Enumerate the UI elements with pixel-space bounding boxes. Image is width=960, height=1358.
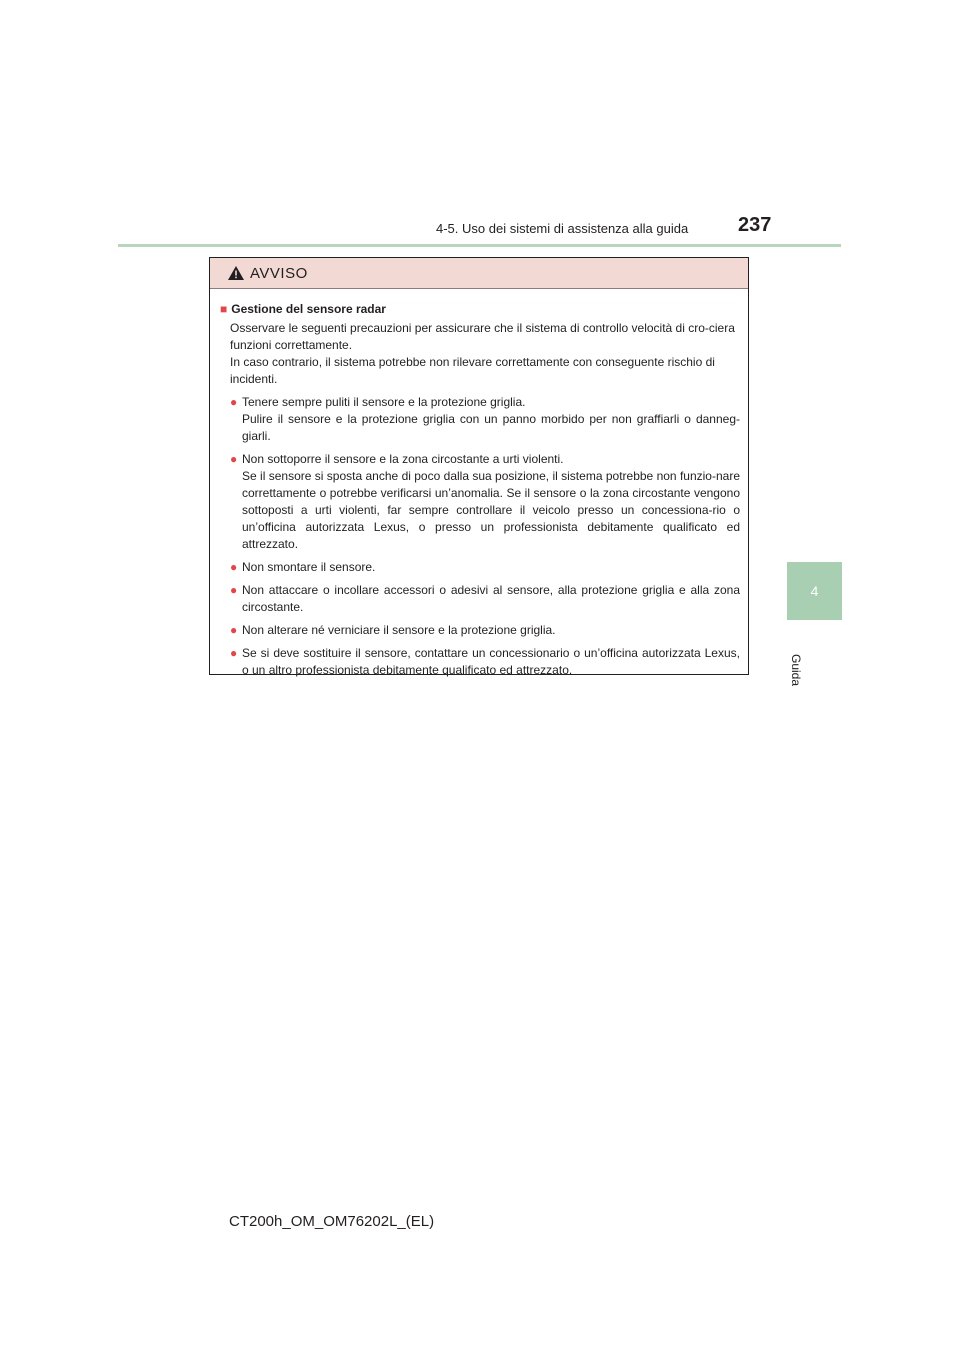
- chapter-tab: [787, 562, 842, 620]
- intro-paragraph-1: Osservare le seguenti precauzioni per assicurare che il sistema di controllo velocità di cro-ciera funzioni correttamente.: [230, 321, 735, 352]
- section-heading-text: Gestione del sensore radar: [231, 302, 386, 316]
- circle-bullet-icon: ●: [230, 623, 238, 637]
- warning-body: [210, 289, 748, 679]
- list-item: [220, 394, 740, 445]
- page-number: 237: [738, 214, 772, 236]
- precautions-list: [220, 394, 740, 679]
- warning-box: [209, 257, 749, 675]
- list-item-line2: Pulire il sensore e la protezione griglia con un panno morbido per non graffiarli o danneg-giarli.: [242, 412, 740, 443]
- intro-paragraph-2: In caso contrario, il sistema potrebbe non rilevare correttamente con conseguente rischio di incidenti.: [230, 355, 715, 386]
- document-code: CT200h_OM_OM76202L_(EL): [229, 1213, 435, 1230]
- circle-bullet-icon: ●: [230, 395, 238, 409]
- circle-bullet-icon: ●: [230, 583, 238, 597]
- list-item: [220, 559, 740, 576]
- circle-bullet-icon: ●: [230, 646, 238, 660]
- chapter-label: Guida: [789, 653, 803, 687]
- circle-bullet-icon: ●: [230, 452, 238, 466]
- list-item-line1: Non alterare né verniciare il sensore e la protezione griglia.: [242, 623, 556, 637]
- list-item-line1: Non sottoporre il sensore e la zona circostante a urti violenti.: [242, 452, 564, 466]
- list-item: [220, 622, 740, 639]
- list-item-line2: Se il sensore si sposta anche di poco dalla sua posizione, il sistema potrebbe non funzio-nare correttamente o potrebbe verificarsi un’anomalia. Se il sensore o la zona circostante vengono sottoposti a urti violenti, far sempre controllare il veicolo presso un concessiona-rio o un’officina autorizzata Lexus, o presso un professionista debitamente qualificato ed attrezzato.: [242, 469, 740, 551]
- list-item-line1: Se si deve sostituire il sensore, contattare un concessionario o un’officina autorizzata Lexus, o un altro professionista debitamente qualificato ed attrezzato.: [242, 646, 740, 677]
- section-title: 4-5. Uso dei sistemi di assistenza alla guida: [436, 221, 689, 236]
- section-heading: [220, 301, 740, 318]
- list-item: [220, 451, 740, 553]
- circle-bullet-icon: ●: [230, 560, 238, 574]
- warning-title: AVVISO: [250, 264, 308, 282]
- warning-triangle-icon: [228, 266, 244, 280]
- header-divider: [118, 244, 841, 247]
- warning-header: [210, 258, 748, 289]
- list-item-line1: Non attaccare o incollare accessori o adesivi al sensore, alla protezione griglia e alla zona circostante.: [242, 583, 740, 614]
- list-item: [220, 582, 740, 616]
- square-bullet-icon: ■: [220, 302, 228, 316]
- list-item-line1: Non smontare il sensore.: [242, 560, 376, 574]
- chapter-number: 4: [810, 583, 819, 599]
- list-item-line1: Tenere sempre puliti il sensore e la protezione griglia.: [242, 395, 526, 409]
- list-item: [220, 645, 740, 679]
